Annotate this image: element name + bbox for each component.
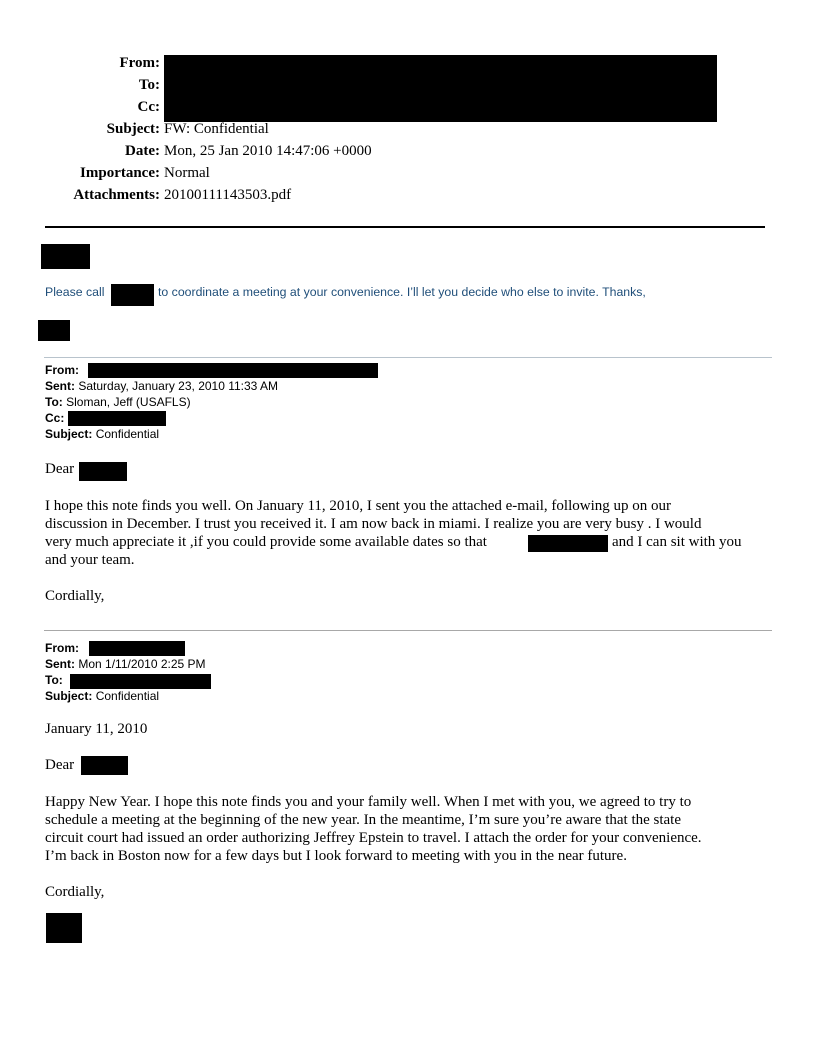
redaction-message1-from xyxy=(88,363,378,378)
redaction-message2-to xyxy=(70,674,211,689)
attachments-label: Attachments: xyxy=(73,187,160,203)
message1-line-4: and your team. xyxy=(45,552,135,568)
header-divider xyxy=(45,226,765,228)
message1-subject-value: Confidential xyxy=(95,427,160,441)
message1-sent-row xyxy=(45,378,278,394)
message1-sent-label: Sent: xyxy=(45,379,75,393)
message1-subject-label: Subject: xyxy=(45,427,93,441)
message1-divider xyxy=(44,357,772,358)
redaction-salutation xyxy=(41,244,90,269)
redaction-message1-cc xyxy=(68,411,166,426)
forward-note-rest: to coordinate a meeting at your convenience. I’ll let you decide who else to invite. Thanks, xyxy=(158,285,646,299)
redaction-message1-greeting-name xyxy=(79,462,127,481)
message1-line-3-end: and I can sit with you xyxy=(612,534,742,550)
message2-greeting: Dear xyxy=(45,757,75,773)
message2-subject-label: Subject: xyxy=(45,689,93,703)
message1-from-row xyxy=(45,362,79,378)
date-value: Mon, 25 Jan 2010 14:47:06 +0000 xyxy=(164,143,372,159)
message1-sent-value: Saturday, January 23, 2010 11:33 AM xyxy=(78,379,279,393)
message2-subject-row xyxy=(45,688,159,704)
message2-sent-value: Mon 1/11/2010 2:25 PM xyxy=(78,657,206,671)
message1-to-label: To: xyxy=(45,395,63,409)
message2-sent-row xyxy=(45,656,206,672)
from-label: From: xyxy=(119,55,160,71)
message2-from-label: From: xyxy=(45,641,79,655)
message2-line-1: Happy New Year. I hope this note finds you and your family well. When I met with you, we agreed to try to xyxy=(45,794,692,810)
message2-line-2: schedule a meeting at the beginning of the new year. In the meantime, I’m sure you’re aware that the state xyxy=(45,812,682,828)
message2-divider xyxy=(44,630,772,631)
message1-to-value: Sloman, Jeff (USAFLS) xyxy=(66,395,191,409)
redaction-message1-party xyxy=(528,535,608,552)
message2-to-row xyxy=(45,672,63,688)
message1-line-1: I hope this note finds you well. On January 11, 2010, I sent you the attached e-mail, following up on our xyxy=(45,498,671,514)
message1-cc-row xyxy=(45,410,64,426)
redaction-signature-1 xyxy=(38,320,70,341)
message1-cc-label: Cc: xyxy=(45,411,65,425)
message1-greeting: Dear xyxy=(45,461,75,477)
message2-to-label: To: xyxy=(45,673,63,687)
redaction-message2-greeting-name xyxy=(81,756,128,775)
importance-label: Importance: xyxy=(80,165,160,181)
message1-subject-row xyxy=(45,426,159,442)
subject-label: Subject: xyxy=(106,121,160,137)
message2-line-3: circuit court had issued an order authorizing Jeffrey Epstein to travel. I attach the order for your convenience. xyxy=(45,830,702,846)
attachment-link[interactable]: 20100111143503.pdf xyxy=(164,187,292,203)
message2-closing: Cordially, xyxy=(45,884,105,900)
message2-date-line: January 11, 2010 xyxy=(45,721,148,737)
message1-line-3: very much appreciate it ,if you could provide some available dates so that xyxy=(45,534,487,550)
message2-subject-value: Confidential xyxy=(95,689,160,703)
subject-value: FW: Confidential xyxy=(164,121,269,137)
message2-from-row xyxy=(45,640,79,656)
redaction-signature-2 xyxy=(46,913,82,943)
message1-from-label: From: xyxy=(45,363,79,377)
message1-closing: Cordially, xyxy=(45,588,105,604)
importance-value: Normal xyxy=(164,165,210,181)
message2-line-4: I’m back in Boston now for a few days but I look forward to meeting with you in the near future. xyxy=(45,848,627,864)
redaction-contact-name xyxy=(111,284,154,306)
redaction-header-recipients xyxy=(164,55,717,122)
message2-sent-label: Sent: xyxy=(45,657,75,671)
message1-line-2: discussion in December. I trust you received it. I am now back in miami. I realize you are very busy . I would xyxy=(45,516,702,532)
to-label: To: xyxy=(138,77,160,93)
forward-note-start: Please call xyxy=(45,285,105,299)
cc-label: Cc: xyxy=(137,99,160,115)
message1-to-row xyxy=(45,394,191,410)
redaction-message2-from xyxy=(89,641,185,656)
date-label: Date: xyxy=(125,143,160,159)
